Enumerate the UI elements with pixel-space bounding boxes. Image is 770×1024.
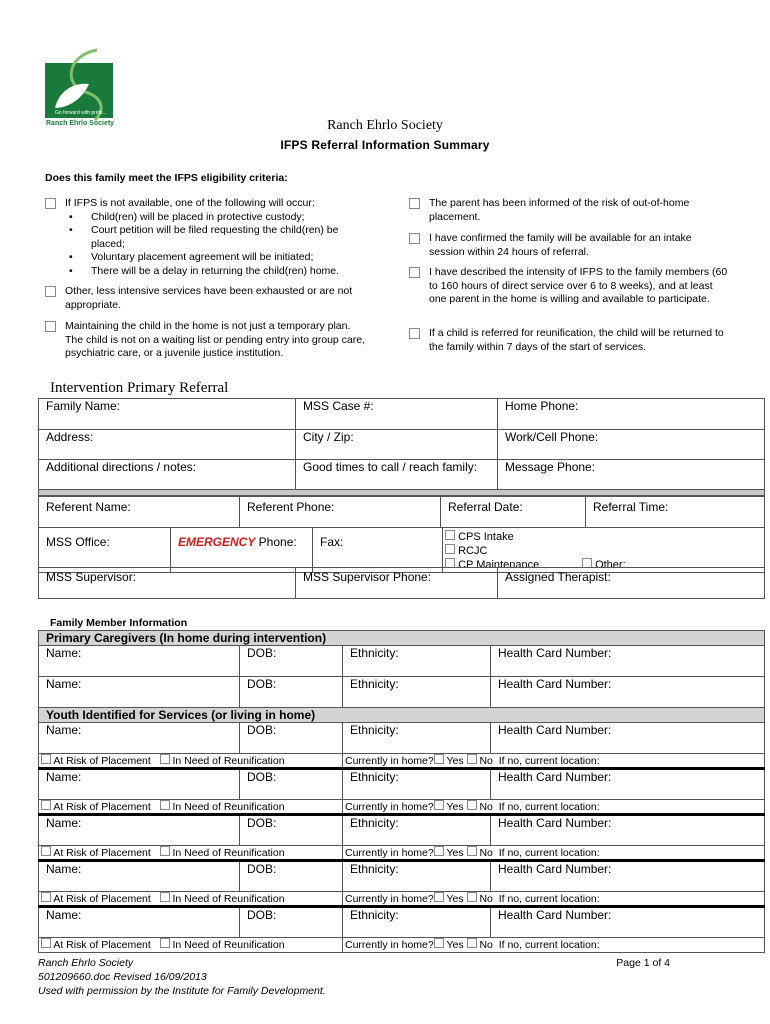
youth-health-card-field[interactable]: Health Card Number: [491,907,765,938]
youth-band: Youth Identified for Services (or living in home) [39,708,765,723]
page-number: Page 1 of 4 [616,957,670,969]
reunification-label: In Need of Reunification [172,847,285,859]
currently-home-label: Currently in home? [345,939,434,951]
no-label: No [479,847,493,859]
no-checkbox[interactable] [467,754,477,764]
currently-home-label: Currently in home? [345,755,434,767]
caregiver-ethnicity-field[interactable]: Ethnicity: [343,646,491,677]
referent-phone-field[interactable]: Referent Phone: [240,497,441,528]
yes-label: Yes [446,801,464,813]
youth-ethnicity-field[interactable]: Ethnicity: [343,769,491,800]
youth-dob-field[interactable]: DOB: [240,907,343,938]
currently-home-label: Currently in home? [345,801,434,813]
youth-row [39,723,765,754]
reunification-checkbox[interactable] [160,754,170,764]
reunification-label: In Need of Reunification [172,801,285,813]
youth-row [39,907,765,938]
criterion-text: I have confirmed the family will be available for an intake session within 24 hours of referral. [429,232,692,258]
referral-table [38,398,765,496]
no-checkbox[interactable] [467,892,477,902]
family-table [38,630,765,953]
youth-dob-field[interactable]: DOB: [240,723,343,754]
caregiver-dob-field[interactable]: DOB: [240,677,343,708]
current-location-label: If no, current location: [498,893,600,905]
youth-name-field[interactable]: Name: [39,723,240,754]
home-phone-field[interactable]: Home Phone: [498,399,765,430]
currently-home-label: Currently in home? [345,893,434,905]
at-risk-checkbox[interactable] [41,846,51,856]
youth-row [39,769,765,800]
reunification-checkbox[interactable] [160,938,170,948]
youth-dob-field[interactable]: DOB: [240,769,343,800]
criterion-text: If a child is referred for reunification, the child will be returned to the family within 7 days of the start of services. [429,327,724,353]
caregiver-dob-field[interactable]: DOB: [240,646,343,677]
referent-name-field[interactable]: Referent Name: [39,497,240,528]
yes-label: Yes [446,893,464,905]
criterion-bullet: • There will be a delay in returning the child(ren) home. [65,265,370,279]
criterion-checkbox[interactable] [409,328,420,339]
rcjc-label: RCJC [458,545,488,557]
caregiver-ethnicity-field[interactable]: Ethnicity: [343,677,491,708]
at-risk-label: At Risk of Placement [53,755,151,767]
criterion-checkbox[interactable] [45,321,56,332]
caregiver-name-field[interactable]: Name: [39,646,240,677]
caregiver-name-field[interactable]: Name: [39,677,240,708]
criterion-bullet: • Voluntary placement agreement will be initiated; [65,251,370,265]
address-field[interactable]: Address: [39,430,296,460]
at-risk-label: At Risk of Placement [53,801,151,813]
city-zip-field[interactable]: City / Zip: [296,430,498,460]
at-risk-checkbox[interactable] [41,754,51,764]
emergency-label: EMERGENCY [178,535,256,549]
caregiver-health-card-field[interactable]: Health Card Number: [491,677,765,708]
family-info-heading: Family Member Information [50,617,188,629]
youth-ethnicity-field[interactable]: Ethnicity: [343,861,491,892]
no-checkbox[interactable] [467,846,477,856]
other-label: Other: [595,559,626,571]
criterion-checkbox[interactable] [45,198,56,209]
yes-label: Yes [446,755,464,767]
no-label: No [479,801,493,813]
criterion-text: If IFPS is not available, one of the following will occur: [65,197,315,209]
fax-field[interactable]: Fax: [313,528,443,573]
caregivers-band: Primary Caregivers (In home during intervention) [39,631,765,646]
criterion-text: Maintaining the child in the home is not just a temporary plan. The child is not on a waiting list or pending entry into group care, psychiatric care, or a juvenile justice institution. [65,320,366,359]
yes-checkbox[interactable] [434,938,444,948]
referral-time-field[interactable]: Referral Time: [586,497,765,528]
criterion-checkbox[interactable] [409,198,420,209]
divider-band [39,490,765,496]
currently-home-label: Currently in home? [345,847,434,859]
no-checkbox[interactable] [467,800,477,810]
youth-health-card-field[interactable]: Health Card Number: [491,769,765,800]
at-risk-label: At Risk of Placement [53,847,151,859]
youth-ethnicity-field[interactable]: Ethnicity: [343,723,491,754]
directions-field[interactable]: Additional directions / notes: [39,460,296,490]
criterion-bullet: • Court petition will be filed requesting the child(ren) be placed; [65,224,370,251]
youth-status-row [39,800,765,815]
referral-section-title: Intervention Primary Referral [50,380,229,396]
no-label: No [479,939,493,951]
youth-row [39,861,765,892]
no-checkbox[interactable] [467,938,477,948]
family-name-field[interactable]: Family Name: [39,399,296,430]
criterion-checkbox[interactable] [409,233,420,244]
footer-doc-revision: 501209660.doc Revised 16/09/2013 [38,971,207,983]
at-risk-label: At Risk of Placement [53,939,151,951]
ranch-ehrlo-logo [45,46,115,122]
youth-health-card-field[interactable]: Health Card Number: [491,815,765,846]
at-risk-checkbox[interactable] [41,892,51,902]
footer-permission: Used with permission by the Institute for Family Development. [38,985,326,997]
criterion-text: I have described the intensity of IFPS to the family members (60 to 160 hours of direct service over 6 to 8 weeks), and at least one parent in the home is willing and available to participate. [429,266,728,305]
no-label: No [479,755,493,767]
mss-case-field[interactable]: MSS Case #: [296,399,498,430]
message-phone-field[interactable]: Message Phone: [498,460,765,490]
assigned-therapist-field[interactable]: Assigned Therapist: [498,568,765,599]
mss-office-field[interactable]: MSS Office: [39,528,171,573]
caregiver-row [39,646,765,677]
current-location-label: If no, current location: [498,939,600,951]
referral-date-field[interactable]: Referral Date: [441,497,586,528]
yes-checkbox[interactable] [434,892,444,902]
reunification-checkbox[interactable] [160,800,170,810]
youth-status-row [39,892,765,907]
mss-supervisor-phone-field[interactable]: MSS Supervisor Phone: [296,568,498,599]
at-risk-checkbox[interactable] [41,938,51,948]
supervisor-table [38,567,765,599]
yes-label: Yes [446,847,464,859]
logo-caption: Ranch Ehrlo Society [46,120,115,127]
yes-label: Yes [446,939,464,951]
reunification-label: In Need of Reunification [172,939,285,951]
mss-supervisor-field[interactable]: MSS Supervisor: [39,568,296,599]
youth-row [39,815,765,846]
org-name: Ranch Ehrlo Society [327,118,443,133]
criterion-checkbox[interactable] [409,267,420,278]
youth-status-row [39,938,765,953]
at-risk-checkbox[interactable] [41,800,51,810]
reunification-checkbox[interactable] [160,892,170,902]
referral-type-options [443,528,765,573]
youth-health-card-field[interactable]: Health Card Number: [491,723,765,754]
youth-ethnicity-field[interactable]: Ethnicity: [343,907,491,938]
criterion-checkbox[interactable] [45,286,56,297]
youth-name-field[interactable]: Name: [39,907,240,938]
caregiver-row [39,677,765,708]
no-label: No [479,893,493,905]
caregiver-health-card-field[interactable]: Health Card Number: [491,646,765,677]
reunification-label: In Need of Reunification [172,755,285,767]
youth-health-card-field[interactable]: Health Card Number: [491,861,765,892]
work-phone-field[interactable]: Work/Cell Phone: [498,430,765,460]
youth-dob-field[interactable]: DOB: [240,861,343,892]
youth-name-field[interactable]: Name: [39,815,240,846]
criterion-text: Other, less intensive services have been exhausted or are not appropriate. [65,285,353,311]
logo-tagline: Go forward with pride... [55,110,107,116]
yes-checkbox[interactable] [434,846,444,856]
youth-dob-field[interactable]: DOB: [240,815,343,846]
at-risk-label: At Risk of Placement [53,893,151,905]
yes-checkbox[interactable] [434,754,444,764]
cp-maintenance-label: CP Maintenance [458,559,540,571]
document-title: IFPS Referral Information Summary [280,138,490,152]
cps-intake-checkbox[interactable] [445,530,455,540]
eligibility-question: Does this family meet the IFPS eligibility criteria: [45,172,288,184]
youth-ethnicity-field[interactable]: Ethnicity: [343,815,491,846]
rcjc-checkbox[interactable] [445,544,455,554]
youth-name-field[interactable]: Name: [39,861,240,892]
criterion-bullet: • Child(ren) will be placed in protective custody; [65,211,370,225]
reunification-label: In Need of Reunification [172,893,285,905]
criterion-text: The parent has been informed of the risk of out-of-home placement. [429,197,690,223]
current-location-label: If no, current location: [498,801,600,813]
current-location-label: If no, current location: [498,755,600,767]
youth-name-field[interactable]: Name: [39,769,240,800]
cps-intake-label: CPS Intake [458,531,514,543]
referent-table [38,496,765,528]
youth-status-row [39,846,765,861]
emergency-phone-field[interactable]: EMERGENCY Phone: [171,528,313,573]
reunification-checkbox[interactable] [160,846,170,856]
yes-checkbox[interactable] [434,800,444,810]
footer-org: Ranch Ehrlo Society [38,957,134,969]
current-location-label: If no, current location: [498,847,600,859]
good-times-field[interactable]: Good times to call / reach family: [296,460,498,490]
youth-status-row [39,754,765,769]
